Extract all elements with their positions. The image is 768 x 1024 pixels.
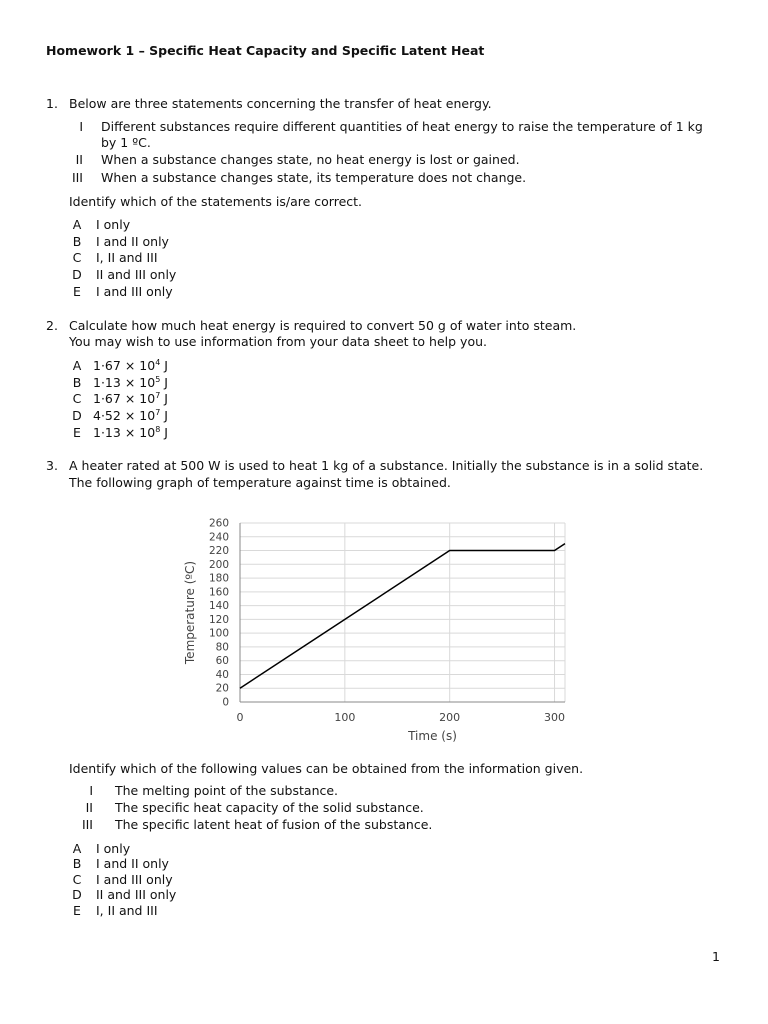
temperature-time-chart [180,510,580,750]
y-tick-label: 100 [208,627,229,640]
q3-option-text: II and III only [96,887,177,902]
q1-option-text: I, II and III [96,250,158,265]
x-tick-label: 100 [334,711,356,724]
y-tick-label: 20 [215,682,229,695]
q2-option-value: $1\cdot 67 \times 10^4$ J [93,358,168,373]
page-number: 1 [712,949,720,964]
q2-option-letter: E [73,425,81,440]
q3-option-letter: C [72,872,82,887]
q2-option-value: $1\cdot 13 \times 10^8$ J [93,425,168,440]
x-tick-label: 200 [439,711,461,724]
q3-statement-numeral: I [89,783,93,798]
q1-option-letter: B [72,234,82,249]
q3-number: 3. [46,458,58,473]
q1-intro: Below are three statements concerning the transfer of heat energy. [69,96,492,111]
q1-option-letter: A [72,217,82,232]
q2-option-letter: B [72,375,82,390]
y-tick-label: 160 [208,586,229,599]
q1-number: 1. [46,96,58,111]
x-tick-label: 300 [544,711,566,724]
q1-option-letter: C [72,250,82,265]
y-axis-label: Temperature (ºC) [183,560,197,665]
q2-option-value: $1\cdot 67 \times 10^7$ J [93,391,168,406]
y-tick-label: 220 [208,545,229,558]
q3-option-letter: E [73,903,81,918]
y-tick-label: 80 [215,641,229,654]
q3-option-text: I and II only [96,856,169,871]
y-tick-label: 140 [208,600,229,613]
page-title: Homework 1 – Specific Heat Capacity and Specific Latent Heat [46,43,485,58]
q3-option-text: I and III only [96,872,173,887]
q1-statement-text: When a substance changes state, no heat energy is lost or gained. [101,152,520,167]
x-tick-label: 0 [236,711,244,724]
q3-statement-text: The melting point of the substance. [115,783,339,798]
q3-option-text: I, II and III [96,903,158,918]
q1-option-letter: D [72,267,82,282]
q3-text: A heater rated at 500 W is used to heat 1 kg of a substance. Initially the substance is in a solid state. [69,458,704,473]
y-tick-label: 120 [208,613,229,626]
q2-option-value: $4\cdot 52 \times 10^7$ J [93,408,168,423]
y-tick-label: 240 [208,531,229,544]
q2-option-letter: A [72,358,82,373]
q3-option-text: I only [96,841,131,856]
y-tick-label: 0 [222,696,229,709]
q1-option-letter: E [73,284,81,299]
y-tick-label: 40 [215,668,229,681]
q1-prompt: Identify which of the statements is/are correct. [69,194,363,209]
q2-option-letter: C [72,391,82,406]
y-tick-label: 260 [208,517,229,530]
q3-prompt: Identify which of the following values can be obtained from the information given. [69,761,584,776]
q1-statement-numeral: I [79,119,83,134]
y-tick-label: 60 [215,655,229,668]
q1-option-text: I and III only [96,284,173,299]
x-axis-label: Time (s) [408,729,457,743]
q2-text-cont: You may wish to use information from your data sheet to help you. [69,334,487,349]
q1-statement-text: When a substance changes state, its temperature does not change. [101,170,527,185]
q3-statement-numeral: III [81,817,93,832]
q3-text-cont: The following graph of temperature against time is obtained. [69,475,451,490]
q3-option-letter: B [72,856,82,871]
y-tick-label: 200 [208,558,229,571]
q2-number: 2. [46,318,58,333]
y-tick-label: 180 [208,572,229,585]
q1-statement-text-cont: by 1 ºC. [101,135,151,150]
q1-option-text: II and III only [96,267,177,282]
q1-option-text: I and II only [96,234,169,249]
q2-text: Calculate how much heat energy is required to convert 50 g of water into steam. [69,318,577,333]
q2-option-value: $1\cdot 13 \times 10^5$ J [93,375,168,390]
q1-statement-text: Different substances require different quantities of heat energy to raise the temperature of 1 kg [101,119,703,134]
q3-option-letter: D [72,887,82,902]
q1-statement-numeral: III [71,170,83,185]
q1-statement-numeral: II [75,152,83,167]
q3-option-letter: A [72,841,82,856]
q1-option-text: I only [96,217,131,232]
q3-statement-text: The specific heat capacity of the solid substance. [115,800,424,815]
q3-statement-text: The specific latent heat of fusion of the substance. [115,817,433,832]
q2-option-letter: D [72,408,82,423]
q3-statement-numeral: II [85,800,93,815]
temperature-series-line [240,544,565,689]
